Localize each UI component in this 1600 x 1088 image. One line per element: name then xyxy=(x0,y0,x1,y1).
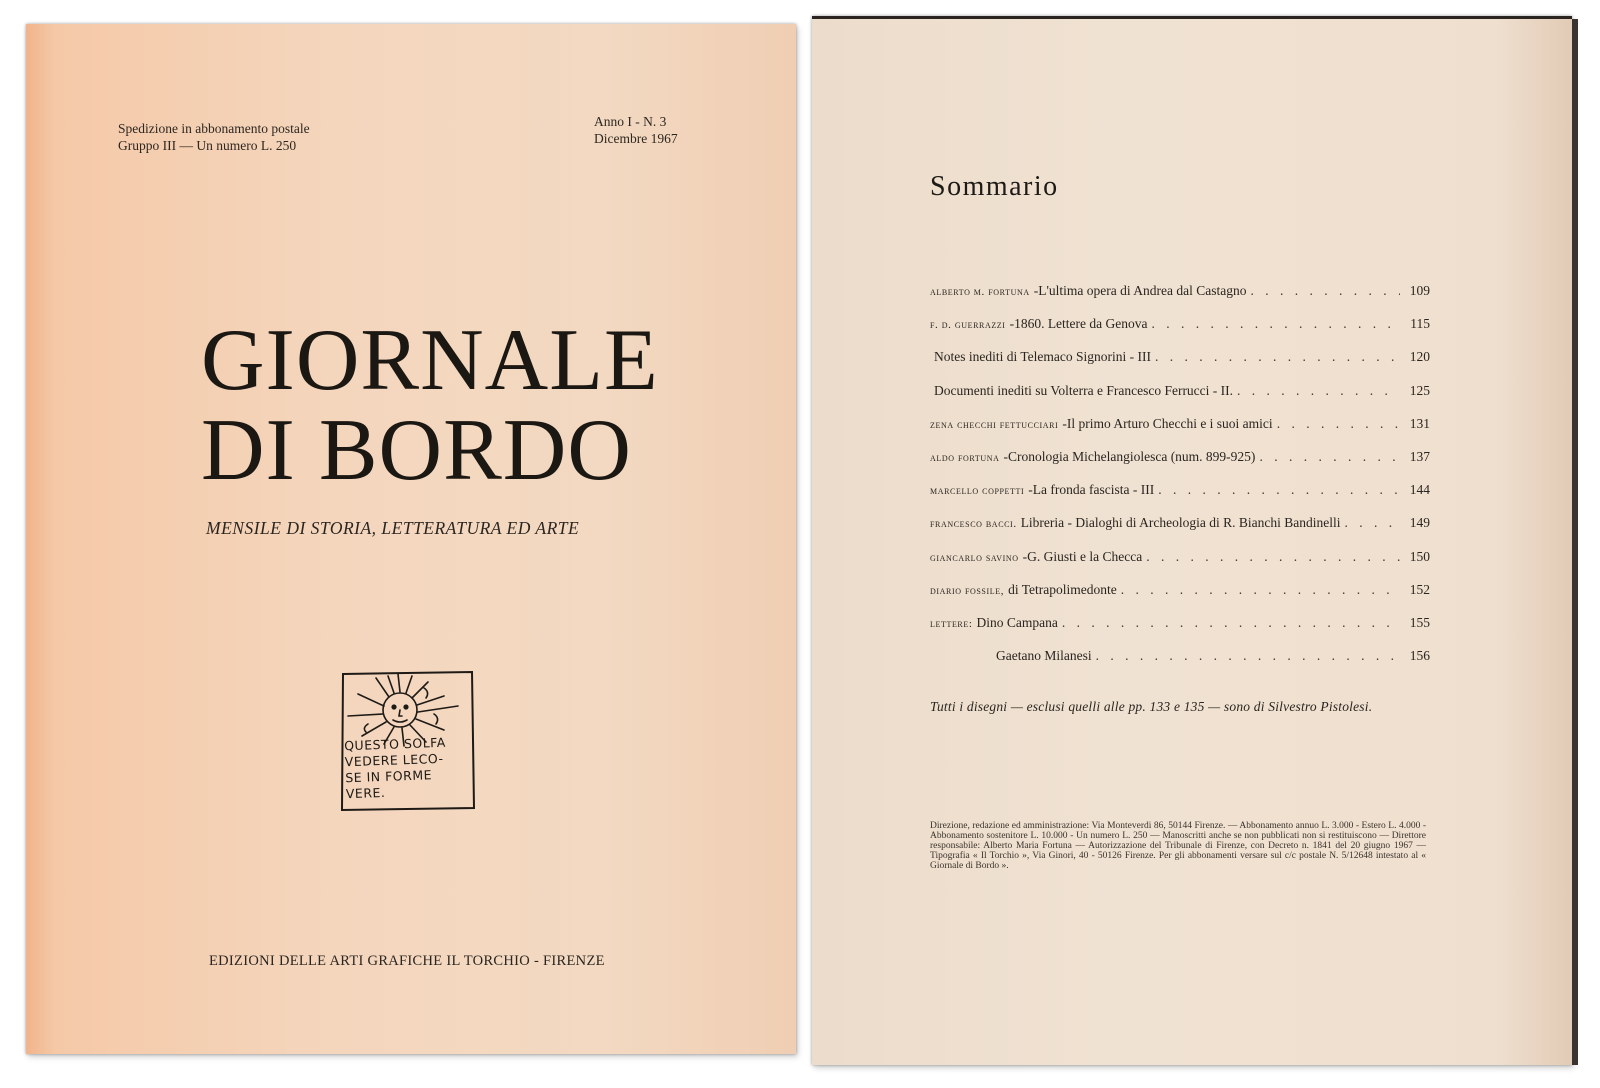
leader-dots xyxy=(1152,316,1400,332)
contents-entry xyxy=(930,449,1430,482)
contents-entry xyxy=(930,615,1430,648)
issue-date: Dicembre 1967 xyxy=(594,131,678,146)
magazine-subtitle: MENSILE DI STORIA, LETTERATURA ED ARTE xyxy=(206,518,580,538)
title-line: GIORNALE xyxy=(201,312,659,409)
entry-title: Notes inediti di Telemaco Signorini - III xyxy=(934,349,1152,365)
entry-title: 1860. Lettere da Genova xyxy=(1014,316,1148,332)
entry-separator: - xyxy=(1003,448,1008,464)
leader-dots xyxy=(1146,549,1400,565)
title-line: DI BORDO xyxy=(201,402,632,499)
entry-page: 155 xyxy=(1409,614,1430,630)
motto-line: SE IN FORME VERE. xyxy=(345,767,433,802)
illustration-credits: Tutti i disegni — esclusi quelli alle pp. 133 e 135 — sono di Silvestro Pistolesi. xyxy=(930,699,1373,714)
colophon: Direzione, redazione ed amministrazione: Via Monteverdi 86, 50144 Firenze. — Abbonamento annuo L. 3.000 - Estero L. 4.000 - Abbonamento sostenitore L. 10.000 - Un numero L. 250 — Manoscritti anche se non pubblicati non si restituiscono — Direttore responsabile: Alberto Maria Fortuna — Autorizzazione del Tribunale di Firenze, con Decreto n. 1841 del 20 giugno 1967 — Tipografia « Il Torchio », Via Ginori, 40 - 50126 Firenze. Per gli abbonamenti versare sul c/c postale N. 5/12648 intestato al « Giornale di Bordo ». xyxy=(930,821,1426,871)
contents-entry xyxy=(930,349,1430,382)
logo-motto xyxy=(344,734,476,802)
contents-entry xyxy=(930,482,1430,515)
leader-dots xyxy=(1250,283,1400,299)
entry-title: La fronda fascista - III xyxy=(1032,482,1155,498)
leader-dots xyxy=(1121,582,1400,598)
publisher-line: EDIZIONI DELLE ARTI GRAFICHE IL TORCHIO - FIRENZE xyxy=(209,953,605,969)
entry-title: Gaetano Milanesi xyxy=(996,648,1092,664)
entry-page: 137 xyxy=(1409,448,1430,464)
contents-entry xyxy=(930,515,1430,548)
entry-title: Cronologia Michelangiolesca (num. 899-925) xyxy=(1007,448,1256,464)
entry-title: L'ultima opera di Andrea dal Castagno xyxy=(1038,283,1247,298)
leader-dots xyxy=(1096,648,1400,664)
entry-author: giancarlo savino xyxy=(930,551,1019,564)
entry-page: 125 xyxy=(1409,382,1430,398)
leader-dots xyxy=(1158,482,1400,498)
leader-dots xyxy=(1345,515,1401,531)
contents-entry xyxy=(930,383,1430,416)
magazine-title xyxy=(201,312,659,499)
leader-dots xyxy=(1062,615,1400,631)
contents-list xyxy=(930,283,1430,681)
entry-separator: - xyxy=(1033,283,1039,298)
entry-title: Documenti inediti su Volterra e Francesco Ferrucci - II. xyxy=(934,382,1234,398)
entry-author: alberto m. fortuna xyxy=(930,286,1030,298)
entry-page: 149 xyxy=(1409,515,1430,531)
postal-info-line: Spedizione in abbonamento postale xyxy=(118,121,310,136)
entry-author: zena checchi fettucciari xyxy=(930,418,1059,431)
entry-page: 150 xyxy=(1409,548,1430,564)
leader-dots xyxy=(1277,416,1400,432)
entry-author: aldo fortuna xyxy=(930,451,1000,464)
contents-page xyxy=(812,16,1572,1065)
entry-author: f. d. guerrazzi xyxy=(930,319,1006,332)
issue-info xyxy=(594,113,678,147)
entry-author: francesco bacci. xyxy=(930,518,1017,531)
contents-heading: Sommario xyxy=(930,171,1059,202)
issue-number: Anno I - N. 3 xyxy=(594,114,667,129)
contents-entry xyxy=(930,416,1430,449)
contents-entry xyxy=(930,648,1430,681)
entry-separator: - xyxy=(1022,548,1028,564)
motto-line: VEDERE LECO- xyxy=(344,750,444,770)
entry-page: 131 xyxy=(1409,415,1430,431)
entry-separator: - xyxy=(1009,316,1015,332)
entry-title: Il primo Arturo Checchi e i suoi amici xyxy=(1066,415,1273,431)
entry-page: 152 xyxy=(1409,581,1430,597)
contents-entry xyxy=(930,582,1430,615)
entry-separator: - xyxy=(1062,415,1067,431)
postal-info xyxy=(118,120,310,154)
entry-title: Libreria - Dialoghi di Archeologia di R. Bianchi Bandinelli xyxy=(1020,515,1341,531)
leader-dots xyxy=(1237,383,1400,399)
entry-title: Dino Campana xyxy=(976,614,1058,630)
contents-entry xyxy=(930,283,1430,316)
entry-title: di Tetrapolimedonte xyxy=(1008,581,1117,597)
postal-info-line: Gruppo III — Un numero L. 250 xyxy=(118,138,297,153)
entry-author: diario fossile, xyxy=(930,584,1005,597)
motto-line: QUESTO SOLFA xyxy=(343,734,446,754)
entry-page: 109 xyxy=(1409,283,1430,298)
entry-page: 115 xyxy=(1410,316,1430,332)
entry-separator: - xyxy=(1028,482,1033,498)
leader-dots xyxy=(1259,449,1400,465)
entry-author: lettere: xyxy=(930,617,973,630)
contents-entry xyxy=(930,549,1430,582)
entry-title: G. Giusti e la Checca xyxy=(1027,548,1143,564)
entry-page: 156 xyxy=(1409,648,1430,664)
leader-dots xyxy=(1155,349,1400,365)
entry-author: marcello coppetti xyxy=(930,485,1025,498)
entry-page: 120 xyxy=(1409,349,1430,365)
contents-entry xyxy=(930,316,1430,349)
magazine-cover xyxy=(26,24,796,1054)
entry-page: 144 xyxy=(1409,482,1430,498)
